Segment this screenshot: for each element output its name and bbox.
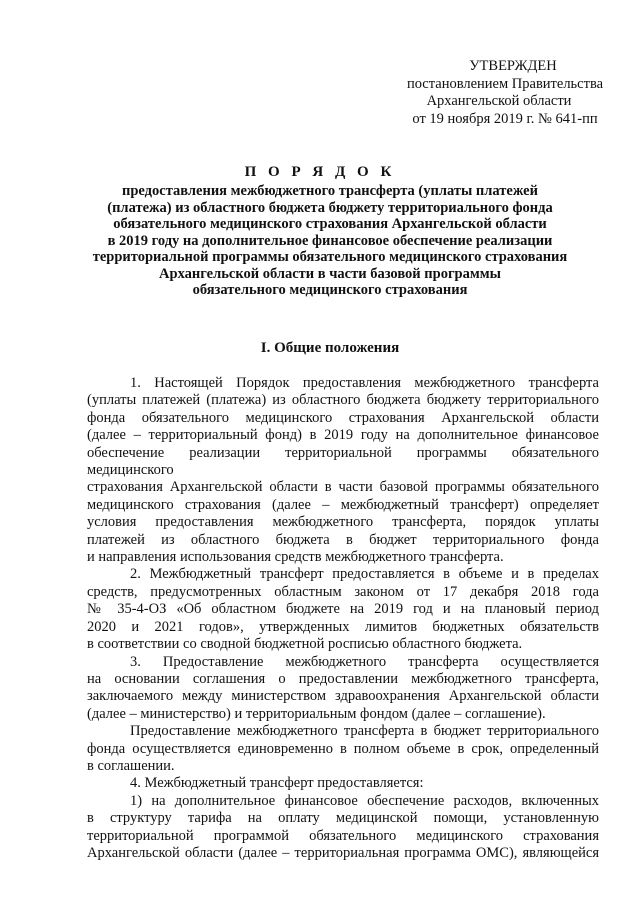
- body-line: медицинского страхования (далее – межбюджетный трансферт) определяет: [87, 496, 599, 513]
- section-heading: I. Общие положения: [260, 340, 400, 356]
- body-line: в соответствии со сводной бюджетной росписью областного бюджета.: [87, 636, 523, 653]
- subtitle-line: территориальной программы обязательного медицинского страхования: [92, 249, 568, 265]
- body-line: и направления использования средств межбюджетного трансферта.: [87, 549, 504, 566]
- subtitle-line: Архангельской области в части базовой программы: [159, 265, 501, 282]
- approval-stamp: [360, 58, 620, 128]
- body-line: 1) на дополнительное финансовое обеспечение расходов, включенных: [130, 792, 599, 809]
- body-line: платежей из областного бюджета в бюджет территориального фонда: [87, 531, 599, 548]
- body-line: обеспечение реализации территориальной программы обязательного медицинского: [87, 444, 599, 479]
- body-line: Предоставление межбюджетного трансферта в бюджет территориального: [130, 723, 599, 740]
- approval-line: Архангельской области: [426, 93, 572, 109]
- approval-line: от 19 ноября 2019 г. № 641-пп: [412, 110, 598, 127]
- body-line: в соглашении.: [87, 757, 175, 774]
- body-line: 3. Предоставление межбюджетного трансферта осуществляется: [130, 653, 599, 670]
- approval-line: постановлением Правительства: [406, 75, 604, 92]
- body-line: в структуру тарифа на оплату медицинской помощи, установленную: [87, 810, 599, 827]
- body-line: (далее – территориальный фонд) в 2019 году на дополнительное финансовое: [87, 427, 599, 444]
- approval-line: УТВЕРЖДЕН: [469, 58, 557, 74]
- document-subtitle: [80, 183, 580, 299]
- subtitle-line: обязательного медицинского страхования Архангельской области: [113, 216, 547, 232]
- subtitle-line: (платежа) из областного бюджета бюджету территориального фонда: [107, 199, 553, 216]
- document-title: П О Р Я Д О К: [244, 164, 396, 180]
- body-line: (далее – министерство) и территориальным фондом (далее – соглашение).: [87, 705, 546, 722]
- body-line: 1. Настоящей Порядок предоставления межбюджетного трансферта: [130, 375, 599, 391]
- body-line: 2020 и 2021 годов», утвержденных лимитов бюджетных обязательств: [87, 618, 599, 635]
- body-line: территориальной программой обязательного медицинского страхования: [87, 827, 599, 844]
- subtitle-line: предоставления межбюджетного трансферта (уплаты платежей: [122, 183, 538, 199]
- body-line: Архангельской области (далее – территориальная программа ОМС), являющейся: [87, 844, 599, 861]
- body-line: 2. Межбюджетный трансферт предоставляется в объеме и в пределах: [130, 566, 599, 583]
- body-line: условия предоставления межбюджетного трансферта, порядок уплаты: [87, 514, 599, 531]
- document-body: [87, 375, 599, 862]
- body-line: страхования Архангельской области в части базовой программы обязательного: [87, 479, 599, 496]
- body-line: заключаемого между министерством здравоохранения Архангельской области: [87, 688, 599, 705]
- subtitle-line: обязательного медицинского страхования: [192, 282, 468, 298]
- body-line: средств, предусмотренных областным законом от 17 декабря 2018 года: [87, 583, 599, 600]
- body-line: на основании соглашения о предоставлении межбюджетного трансферта,: [87, 670, 599, 687]
- body-line: № 35-4-ОЗ «Об областном бюджете на 2019 год и на плановый период: [87, 601, 599, 618]
- body-line: 4. Межбюджетный трансферт предоставляется:: [130, 775, 424, 792]
- body-line: (уплаты платежей (платежа) из областного бюджета бюджету территориального: [87, 392, 599, 409]
- subtitle-line: в 2019 году на дополнительное финансовое обеспечение реализации: [107, 232, 553, 249]
- body-line: фонда обязательного медицинского страхования Архангельской области: [87, 409, 599, 426]
- body-line: фонда осуществляется единовременно в полном объеме в срок, определенный: [87, 740, 599, 757]
